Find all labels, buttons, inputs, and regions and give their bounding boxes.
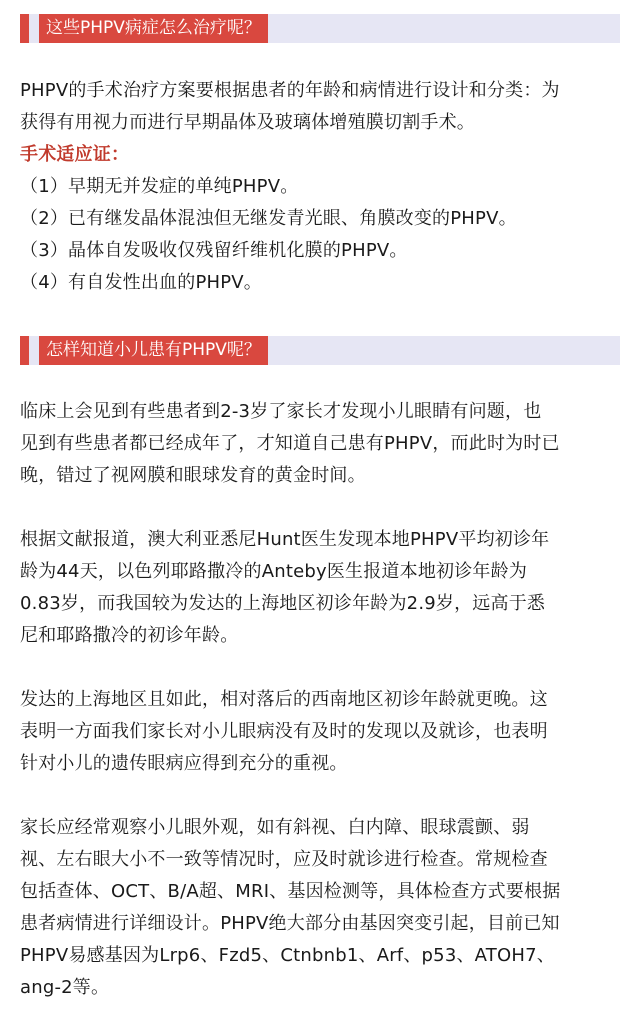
header-accent-bar (20, 14, 29, 43)
text-line: 包括查体、OCT、B/A超、MRI、基因检测等，具体检查方式要根据 (20, 881, 561, 902)
indications-block (20, 139, 622, 299)
text-line: 视、左右眼大小不一致等情况时，应及时就诊进行检查。常规检查 (20, 849, 548, 870)
text-line: 见到有些患者都已经成年了，才知道自己患有PHPV，而此时为时已 (20, 433, 560, 454)
section-heading: 怎样知道小儿患有PHPV呢？ (39, 336, 268, 365)
text-line: PHPV易感基因为Lrp6、Fzd5、Ctnbnb1、Arf、p53、ATOH7、 (20, 945, 555, 966)
indication-item: （4）有自发性出血的PHPV。 (20, 272, 263, 293)
text-line: 患者病情进行详细设计。PHPV绝大部分由基因突变引起，目前已知 (20, 913, 560, 934)
text-line: 家长应经常观察小儿眼外观，如有斜视、白内障、眼球震颤、弱 (20, 817, 530, 838)
text-line: PHPV的手术治疗方案要根据患者的年龄和病情进行设计和分类：为 (20, 80, 560, 101)
text-line: 0.83岁，而我国较为发达的上海地区初诊年龄为2.9岁，远高于悉 (20, 593, 546, 614)
section-header-diagnosis (20, 336, 620, 365)
section-heading: 这些PHPV病症怎么治疗呢？ (39, 14, 268, 43)
text-line: 发达的上海地区且如此，相对落后的西南地区初诊年龄就更晚。这 (20, 689, 548, 710)
indication-item: （3）晶体自发吸收仅残留纤维机化膜的PHPV。 (20, 240, 408, 261)
indication-item: （2）已有继发晶体混浊但无继发青光眼、角膜改变的PHPV。 (20, 208, 517, 229)
text-line: 表明一方面我们家长对小儿眼病没有及时的发现以及就诊，也表明 (20, 721, 548, 742)
diagnosis-paragraph (20, 396, 622, 492)
section-header-treatment (20, 14, 620, 43)
text-line: 临床上会见到有些患者到2-3岁了家长才发现小儿眼睛有问题，也 (20, 401, 542, 422)
parent-advice-paragraph (20, 812, 622, 1004)
text-line: 根据文献报道，澳大利亚悉尼Hunt医生发现本地PHPV平均初诊年 (20, 529, 550, 550)
text-line: 尼和耶路撒冷的初诊年龄。 (20, 625, 239, 646)
regional-paragraph (20, 684, 622, 780)
indications-title: 手术适应证： (20, 144, 130, 165)
text-line: 龄为44天，以色列耶路撒冷的Anteby医生报道本地初诊年龄为 (20, 561, 528, 582)
indication-item: （1）早期无并发症的单纯PHPV。 (20, 176, 299, 197)
text-line: 获得有用视力而进行早期晶体及玻璃体增殖膜切割手术。 (20, 112, 475, 133)
text-line: 晚，错过了视网膜和眼球发育的黄金时间。 (20, 465, 366, 486)
header-accent-bar (20, 336, 29, 365)
text-line: 针对小儿的遗传眼病应得到充分的重视。 (20, 753, 348, 774)
literature-paragraph (20, 524, 622, 652)
treatment-intro-paragraph (20, 75, 622, 139)
text-line: ang-2等。 (20, 977, 110, 998)
